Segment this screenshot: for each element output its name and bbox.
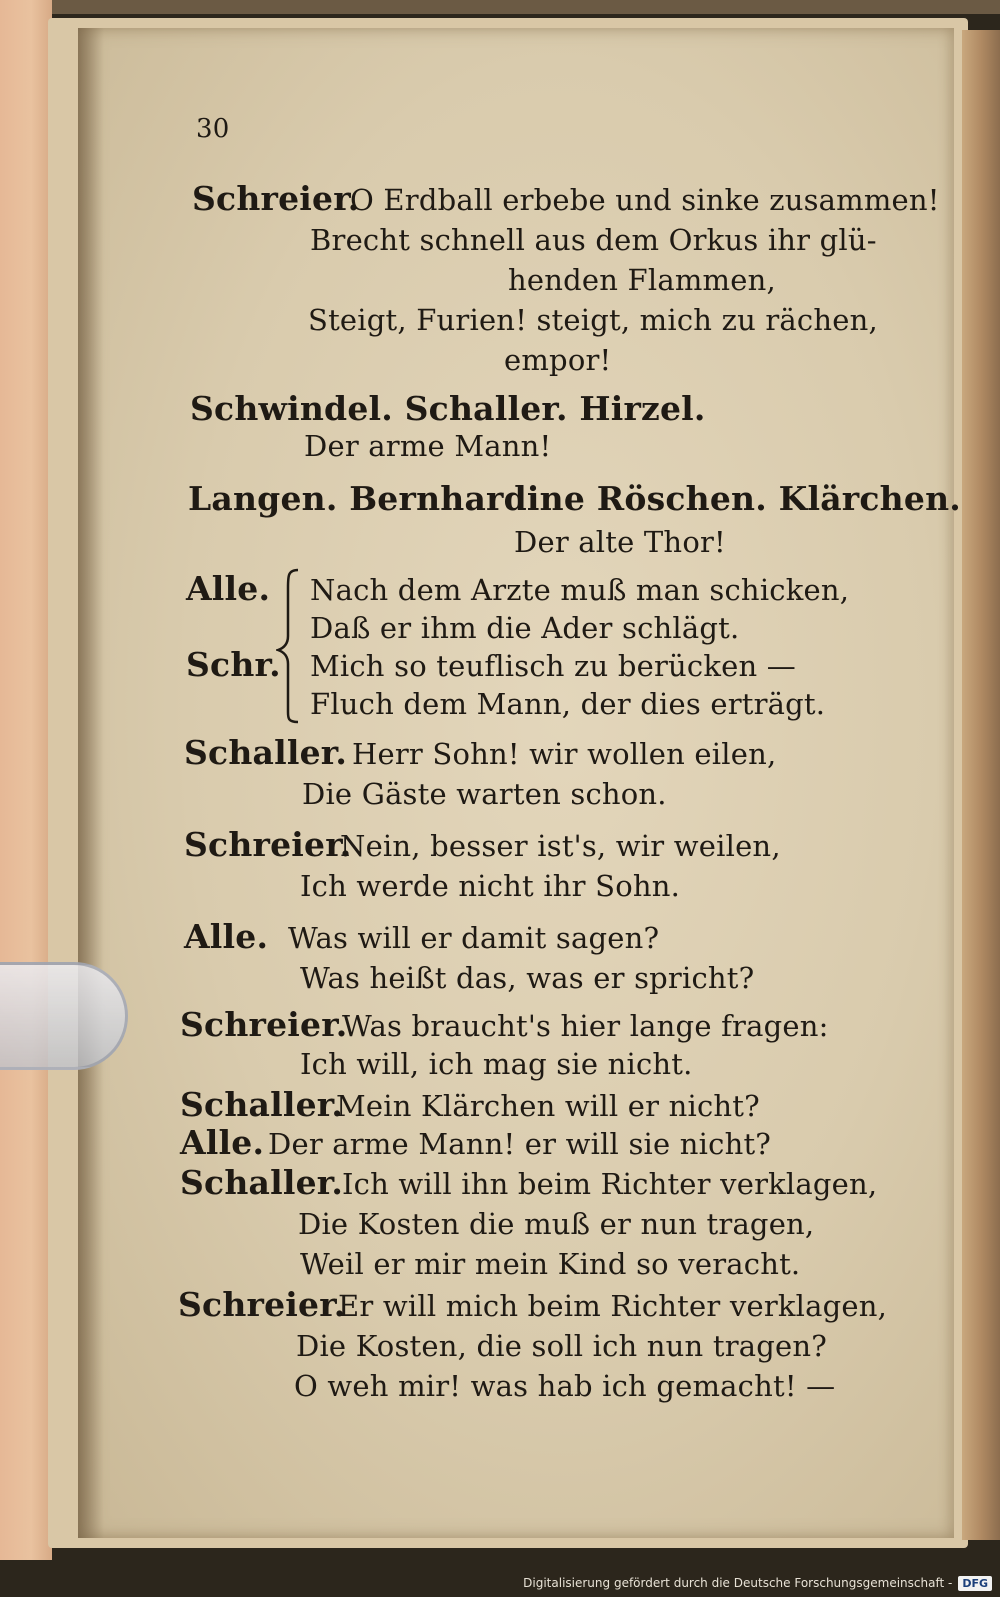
speaker-name: Schreier. xyxy=(178,1285,346,1324)
verse-line: Der arme Mann! er will sie nicht? xyxy=(268,1127,772,1161)
verse-line: Ich will, ich mag sie nicht. xyxy=(300,1047,693,1081)
speaker-name: Schr. xyxy=(186,645,281,684)
verse-line: henden Flammen, xyxy=(508,263,776,297)
verse-line: Er will mich beim Richter verklagen, xyxy=(338,1289,888,1323)
verse-line: O weh mir! was hab ich gemacht! — xyxy=(294,1369,836,1403)
speaker-name: Alle. xyxy=(186,569,271,608)
verse-line: Brecht schnell aus dem Orkus ihr glü- xyxy=(310,223,877,257)
speaker-name: Schreier. xyxy=(184,825,352,864)
verse-line: Nein, besser ist's, wir weilen, xyxy=(340,829,781,863)
verse-line: Herr Sohn! wir wollen eilen, xyxy=(352,737,777,771)
digitization-footer xyxy=(523,1573,992,1593)
verse-line: Ich will ihn beim Richter verklagen, xyxy=(342,1167,878,1201)
verse-line: empor! xyxy=(504,343,612,377)
verse-line: Was heißt das, was er spricht? xyxy=(300,961,755,995)
speaker-name: Alle. xyxy=(180,1123,265,1162)
verse-line: Der alte Thor! xyxy=(514,525,726,559)
dfg-logo: DFG xyxy=(958,1576,992,1591)
speaker-name: Schreier. xyxy=(180,1005,348,1044)
speaker-name: Schaller. xyxy=(180,1163,344,1202)
verse-line: Steigt, Furien! steigt, mich zu rächen, xyxy=(308,303,878,337)
speaker-name: Schreier. xyxy=(192,179,360,218)
verse-line: Mich so teuflisch zu berücken — xyxy=(310,649,796,683)
verse-line: Fluch dem Mann, der dies erträgt. xyxy=(310,687,826,721)
page-number: 30 xyxy=(196,114,230,144)
brace-mark xyxy=(276,566,302,726)
verse-line: Daß er ihm die Ader schlägt. xyxy=(310,611,740,645)
verse-line: Weil er mir mein Kind so veracht. xyxy=(300,1247,801,1281)
verse-line: Der arme Mann! xyxy=(304,429,552,463)
verse-line: Ich werde nicht ihr Sohn. xyxy=(300,869,681,903)
verse-line: Was braucht's hier lange fragen: xyxy=(342,1009,829,1043)
speaker-name: Schwindel. Schaller. Hirzel. xyxy=(190,389,706,428)
speaker-name: Schaller. xyxy=(180,1085,344,1124)
verse-line: Die Kosten, die soll ich nun tragen? xyxy=(296,1329,828,1363)
verse-line: Die Gäste warten schon. xyxy=(302,777,667,811)
speaker-name: Alle. xyxy=(184,917,269,956)
verse-line: O Erdball erbebe und sinke zusammen! xyxy=(350,183,940,217)
verse-line: Mein Klärchen will er nicht? xyxy=(336,1089,760,1123)
speaker-name: Langen. Bernhardine Röschen. Klärchen. xyxy=(188,479,961,518)
verse-line: Was will er damit sagen? xyxy=(288,921,660,955)
footer-credit: Digitalisierung gefördert durch die Deutsche Forschungsgemeinschaft - xyxy=(523,1576,953,1590)
verse-line: Die Kosten die muß er nun tragen, xyxy=(298,1207,815,1241)
verse-line: Nach dem Arzte muß man schicken, xyxy=(310,573,850,607)
speaker-name: Schaller. xyxy=(184,733,348,772)
